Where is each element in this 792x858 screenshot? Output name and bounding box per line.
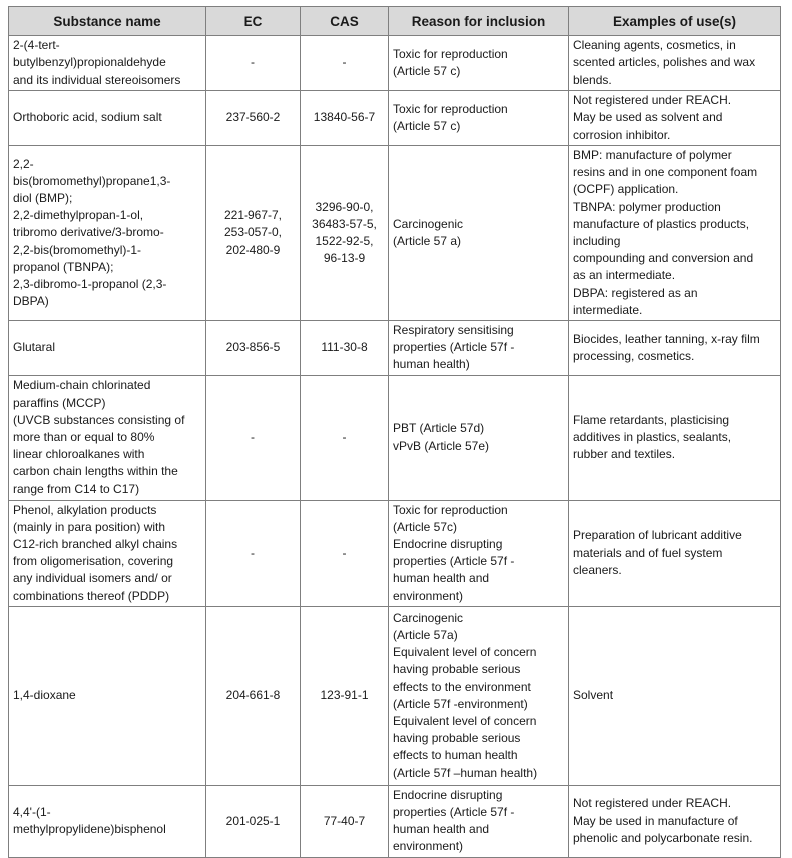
table-row (9, 91, 781, 146)
reason-cell: PBT (Article 57d) vPvB (Article 57e) (389, 375, 569, 500)
cas-cell: 3296-90-0, 36483-57-5, 1522-92-5, 96-13-9 (301, 146, 389, 321)
substance-cell: 1,4-dioxane (9, 606, 206, 785)
examples-cell: Not registered under REACH. May be used in manufacture of phenolic and polycarbonate resin. (569, 785, 781, 857)
cas-cell: 111-30-8 (301, 321, 389, 376)
cas-cell: 123-91-1 (301, 606, 389, 785)
examples-cell: Biocides, leather tanning, x-ray film processing, cosmetics. (569, 321, 781, 376)
reason-cell: Respiratory sensitising properties (Article 57f - human health) (389, 321, 569, 376)
substance-cell: Medium-chain chlorinated paraffins (MCCP) (UVCB substances consisting of more than or equal to 80% linear chloroalkanes with carbon chain lengths within the range from C14 to C17) (9, 375, 206, 500)
header-examples: Examples of use(s) (569, 7, 781, 36)
ec-cell: 221-967-7, 253-057-0, 202-480-9 (206, 146, 301, 321)
examples-cell: Cleaning agents, cosmetics, in scented articles, polishes and wax blends. (569, 36, 781, 91)
reason-cell: Toxic for reproduction (Article 57 c) (389, 36, 569, 91)
reason-cell: Carcinogenic (Article 57 a) (389, 146, 569, 321)
examples-cell: Flame retardants, plasticising additives in plastics, sealants, rubber and textiles. (569, 375, 781, 500)
ec-cell: 201-025-1 (206, 785, 301, 857)
examples-cell: BMP: manufacture of polymer resins and in one component foam (OCPF) application. TBNPA: polymer production manufacture of plastics products, including compounding and conversion and as an intermediate. DBPA: registered as an intermediate. (569, 146, 781, 321)
cas-cell: 13840-56-7 (301, 91, 389, 146)
table-row (9, 606, 781, 785)
substance-cell: 2-(4-tert- butylbenzyl)propionaldehyde and its individual stereoisomers (9, 36, 206, 91)
substance-cell: Phenol, alkylation products (mainly in para position) with C12-rich branched alkyl chains from oligomerisation, covering any individual isomers and/ or combinations thereof (PDDP) (9, 500, 206, 606)
cas-cell: - (301, 375, 389, 500)
reason-cell: Endocrine disrupting properties (Article 57f - human health and environment) (389, 785, 569, 857)
examples-cell: Preparation of lubricant additive materials and of fuel system cleaners. (569, 500, 781, 606)
header-substance-name: Substance name (9, 7, 206, 36)
table-row (9, 321, 781, 376)
substance-cell: Glutaral (9, 321, 206, 376)
header-row (9, 7, 781, 36)
header-ec: EC (206, 7, 301, 36)
table-row (9, 785, 781, 857)
table-row (9, 500, 781, 606)
cas-cell: - (301, 500, 389, 606)
substance-cell: 4,4'-(1- methylpropylidene)bisphenol (9, 785, 206, 857)
header-cas: CAS (301, 7, 389, 36)
table-row (9, 146, 781, 321)
examples-cell: Not registered under REACH. May be used as solvent and corrosion inhibitor. (569, 91, 781, 146)
substance-cell: Orthoboric acid, sodium salt (9, 91, 206, 146)
substance-cell: 2,2- bis(bromomethyl)propane1,3- diol (BMP); 2,2-dimethylpropan-1-ol, tribromo derivative/3-bromo- 2,2-bis(bromomethyl)-1- propanol (TBNPA); 2,3-dibromo-1-propanol (2,3- DBPA) (9, 146, 206, 321)
ec-cell: - (206, 36, 301, 91)
ec-cell: - (206, 500, 301, 606)
examples-cell: Solvent (569, 606, 781, 785)
reason-cell: Toxic for reproduction (Article 57 c) (389, 91, 569, 146)
substances-table (8, 6, 781, 858)
cas-cell: 77-40-7 (301, 785, 389, 857)
reason-cell: Carcinogenic (Article 57a) Equivalent level of concern having probable serious effects to the environment (Article 57f -environment) Equivalent level of concern having probable serious effects to human health (Article 57f –human health) (389, 606, 569, 785)
ec-cell: 203-856-5 (206, 321, 301, 376)
cas-cell: - (301, 36, 389, 91)
table-row (9, 375, 781, 500)
reason-cell: Toxic for reproduction (Article 57c) Endocrine disrupting properties (Article 57f - human health and environment) (389, 500, 569, 606)
header-reason: Reason for inclusion (389, 7, 569, 36)
table-row (9, 36, 781, 91)
ec-cell: 204-661-8 (206, 606, 301, 785)
ec-cell: - (206, 375, 301, 500)
ec-cell: 237-560-2 (206, 91, 301, 146)
